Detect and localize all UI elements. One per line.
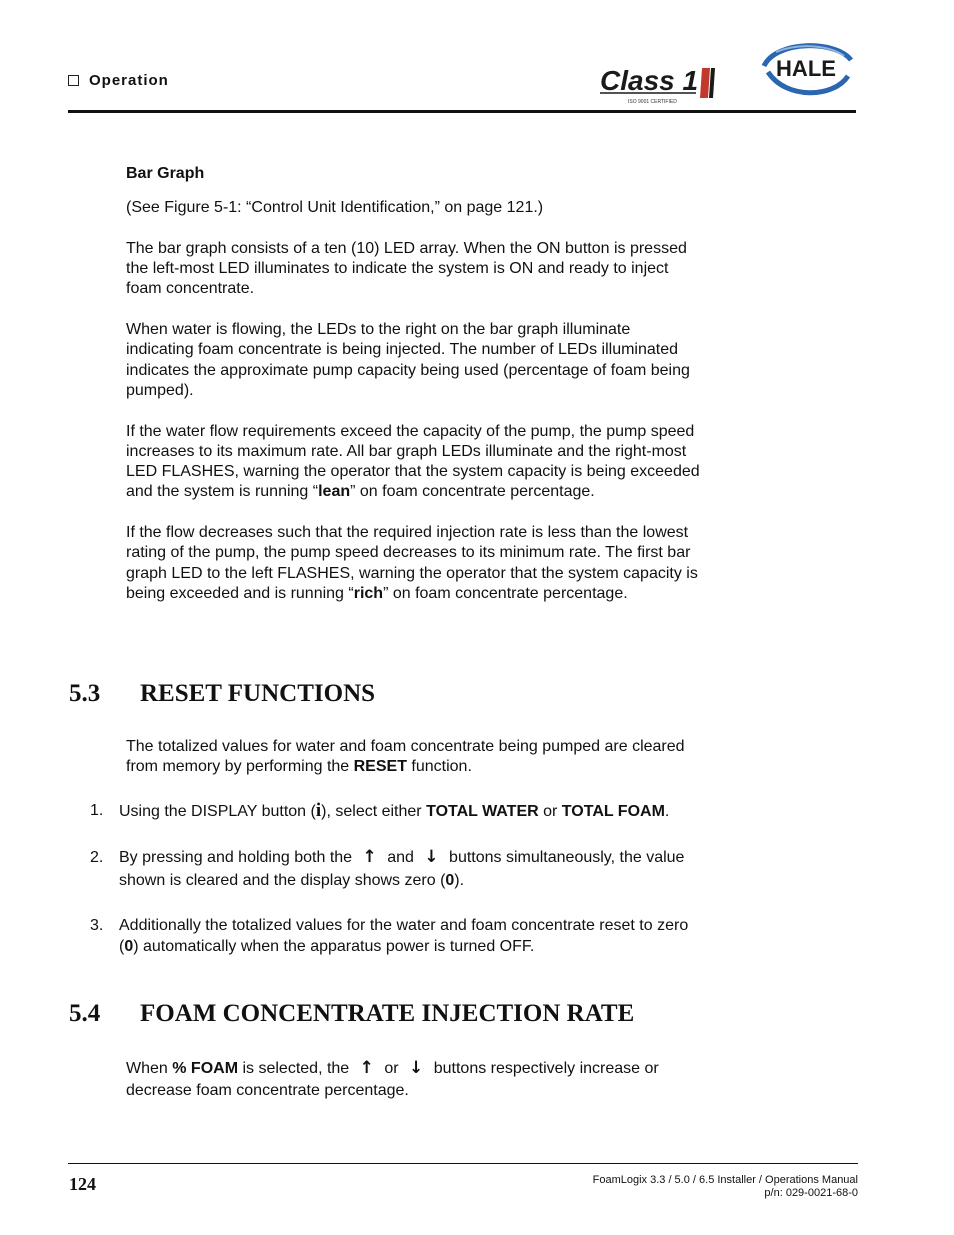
section-heading-injection: [69, 1000, 634, 1028]
bar-graph-section: [126, 164, 701, 625]
paragraph: If the water flow requirements exceed the capacity of the pump, the pump speed increases to its maximum rate. All bar graph LEDs illuminate and the right-most LED FLASHES, warning the operator that the system capacity is being exceeded and the system is running “lean” on foam concentrate percentage.: [126, 422, 700, 501]
class1-cert-text: ISO 9001 CERTIFIED: [628, 99, 677, 105]
up-arrow-icon: ↑: [362, 847, 377, 867]
list-item: 2. By pressing and holding both the ↑ and ↓ buttons simultaneously, the value shown is cleared and the display shows zero (0).: [90, 847, 685, 889]
footer-rule: [68, 1163, 858, 1164]
class1-logo: [598, 62, 720, 106]
paragraph: If the flow decreases such that the required injection rate is less than the lowest rating of the pump, the pump speed decreases to its minimum rate. The first bar graph LED to the left FLASHES, warning the operator that the system capacity is being exceeded and is running “rich” on foam concentrate percentage.: [126, 524, 698, 602]
info-icon: i: [315, 800, 322, 821]
footer-doc-info: [593, 1174, 858, 1199]
section-title: FOAM CONCENTRATE INJECTION RATE: [140, 1000, 635, 1027]
part-number: p/n: 029-0021-68-0: [764, 1186, 858, 1199]
down-arrow-icon: ↓: [424, 847, 439, 867]
injection-paragraph: When % FOAM is selected, the ↑ or ↓ buttons respectively increase or decrease foam concentrate percentage.: [126, 1058, 659, 1099]
hale-logo: [756, 38, 856, 102]
header-rule: [68, 110, 856, 113]
hale-logo-text: HALE: [776, 56, 836, 81]
section-marker: [68, 72, 169, 89]
class1-stripe-icon: [700, 68, 710, 98]
page-number: 124: [69, 1174, 96, 1194]
down-arrow-icon: ↓: [409, 1058, 424, 1078]
section-title: RESET FUNCTIONS: [140, 680, 376, 707]
reset-steps-list: [90, 799, 702, 980]
figure-reference: (See Figure 5-1: “Control Unit Identification,” on page 121.): [126, 199, 544, 217]
up-arrow-icon: ↑: [359, 1058, 374, 1078]
paragraph: The bar graph consists of a ten (10) LED array. When the ON button is pressed the left-most LED illuminates to indicate the system is ON and ready to inject foam concentrate.: [126, 239, 687, 298]
paragraph: When water is flowing, the LEDs to the right on the bar graph illuminate indicating foam concentrate is being injected. The number of LEDs illuminated indicates the approximate pump capacity being used (percentage of foam being pumped).: [126, 321, 690, 399]
section-heading-reset: [69, 680, 375, 708]
list-item: 1. Using the DISPLAY button (i), select either TOTAL WATER or TOTAL FOAM.: [90, 800, 670, 821]
list-item: 3. Additionally the totalized values for the water and foam concentrate reset to zero (0) automatically when the apparatus power is turned OFF.: [90, 917, 689, 955]
manual-title: FoamLogix 3.3 / 5.0 / 6.5 Installer / Operations Manual: [592, 1174, 858, 1186]
bar-graph-heading: Bar Graph: [126, 165, 205, 182]
reset-intro: The totalized values for water and foam concentrate being pumped are cleared from memory by performing the RESET function.: [126, 738, 685, 776]
class1-logo-text: Class 1: [600, 65, 699, 96]
section-number: 5.4: [69, 1000, 101, 1027]
checkbox-bullet-icon: [68, 75, 79, 86]
section-label: Operation: [89, 72, 169, 89]
section-number: 5.3: [69, 680, 101, 707]
